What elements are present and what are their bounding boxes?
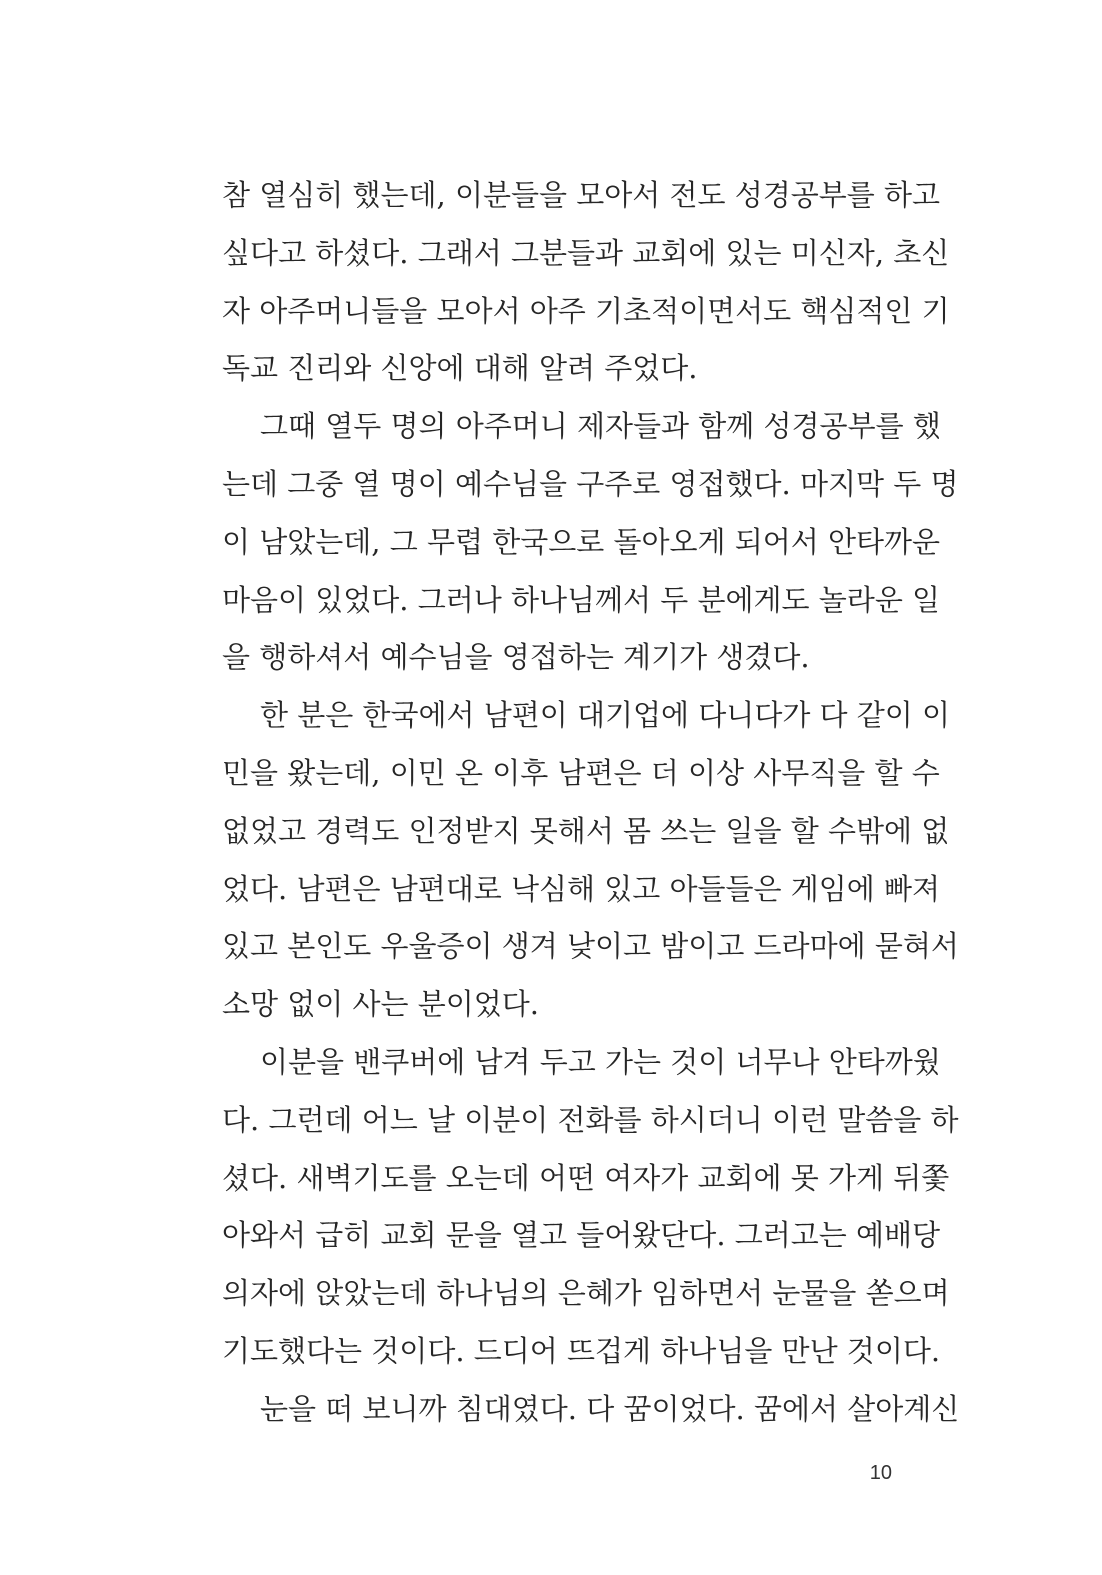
text-line: 그때 열두 명의 아주머니 제자들과 함께 성경공부를 했: [260, 409, 941, 444]
body-text: [222, 172, 960, 1444]
text-line: 민을 왔는데, 이민 온 이후 남편은 더 이상 사무직을 할 수: [222, 755, 940, 790]
text-line: 있고 본인도 우울증이 생겨 낮이고 밤이고 드라마에 묻혀서: [222, 929, 959, 964]
text-line: 소망 없이 사는 분이었다.: [222, 987, 540, 1022]
text-line: 마음이 있었다. 그러나 하나님께서 두 분에게도 놀라운 일: [222, 582, 941, 617]
text-line: 이 남았는데, 그 무렵 한국으로 돌아오게 되어서 안타까운: [222, 524, 941, 559]
text-line: 독교 진리와 신앙에 대해 알려 주었다.: [222, 351, 698, 386]
text-line: 셨다. 새벽기도를 오는데 어떤 여자가 교회에 못 가게 뒤쫓: [222, 1160, 950, 1195]
text-line: 한 분은 한국에서 남편이 대기업에 다니다가 다 같이 이: [260, 698, 951, 733]
text-line: 다. 그런데 어느 날 이분이 전화를 하시더니 이런 말씀을 하: [222, 1102, 959, 1137]
text-line: 눈을 떠 보니까 침대였다. 다 꿈이었다. 꿈에서 살아계신: [260, 1391, 960, 1426]
text-line: 싶다고 하셨다. 그래서 그분들과 교회에 있는 미신자, 초신: [222, 235, 950, 270]
page-number: 10: [869, 1462, 892, 1484]
text-line: 을 행하셔서 예수님을 영접하는 계기가 생겼다.: [222, 640, 810, 675]
text-line: 아와서 급히 교회 문을 열고 들어왔단다. 그러고는 예배당: [222, 1218, 941, 1253]
text-line: 기도했다는 것이다. 드디어 뜨겁게 하나님을 만난 것이다.: [222, 1333, 941, 1368]
text-line: 없었고 경력도 인정받지 못해서 몸 쓰는 일을 할 수밖에 없: [222, 813, 950, 848]
text-line: 는데 그중 열 명이 예수님을 구주로 영접했다. 마지막 두 명: [222, 466, 959, 501]
text-line: 참 열심히 했는데, 이분들을 모아서 전도 성경공부를 하고: [222, 178, 941, 212]
text-line: 자 아주머니들을 모아서 아주 기초적이면서도 핵심적인 기: [222, 293, 950, 328]
text-line: 었다. 남편은 남편대로 낙심해 있고 아들들은 게임에 빠져: [222, 871, 941, 906]
text-line: 의자에 앉았는데 하나님의 은혜가 임하면서 눈물을 쏟으며: [222, 1276, 950, 1311]
text-line: 이분을 밴쿠버에 남겨 두고 가는 것이 너무나 안타까웠: [260, 1044, 941, 1079]
